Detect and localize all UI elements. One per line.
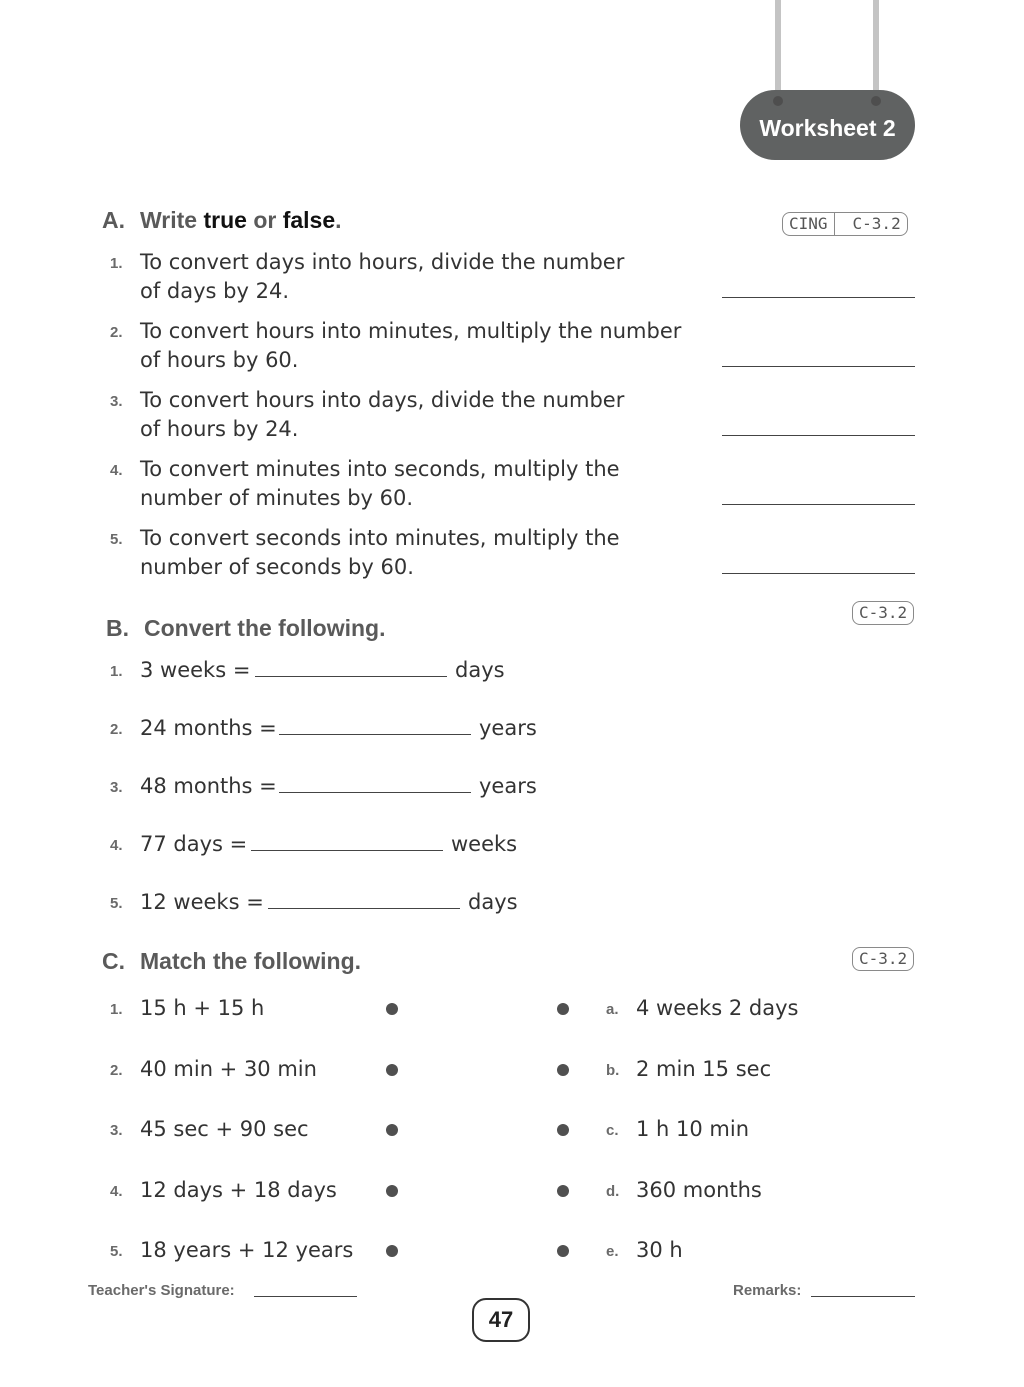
statement-line-2: of days by 24. <box>140 279 289 303</box>
item-number: 1. <box>110 1001 123 1018</box>
match-right-text: 2 min 15 sec <box>636 1057 772 1081</box>
tag-hole-left <box>773 96 783 106</box>
statement-line-1: To convert days into hours, divide the number <box>140 250 625 274</box>
skill-badge-c: C-3.2 <box>852 947 914 971</box>
answer-blank[interactable] <box>722 297 915 298</box>
remarks-line[interactable] <box>811 1296 915 1297</box>
statement-line-1: To convert seconds into minutes, multiply the <box>140 526 620 550</box>
match-left-dot[interactable] <box>386 1245 398 1257</box>
conversion-expression: 77 days = <box>140 832 248 856</box>
statement-line-1: To convert minutes into seconds, multiply the <box>140 457 620 481</box>
answer-blank[interactable] <box>255 676 447 677</box>
conversion-expression: 24 months = <box>140 716 277 740</box>
item-number: 3. <box>110 779 123 796</box>
answer-blank[interactable] <box>722 435 915 436</box>
item-number: 5. <box>110 531 123 548</box>
answer-blank[interactable] <box>279 734 471 735</box>
answer-blank[interactable] <box>722 366 915 367</box>
unit-label: weeks <box>451 832 518 856</box>
conversion-expression: 48 months = <box>140 774 277 798</box>
answer-blank[interactable] <box>722 504 915 505</box>
item-number: 4. <box>110 837 123 854</box>
answer-blank[interactable] <box>251 850 443 851</box>
unit-label: days <box>468 890 518 914</box>
statement-line-1: To convert hours into days, divide the number <box>140 388 625 412</box>
match-left-text: 15 h + 15 h <box>140 996 265 1020</box>
item-number: 4. <box>110 462 123 479</box>
option-letter: c. <box>606 1122 619 1139</box>
match-right-text: 30 h <box>636 1238 683 1262</box>
match-right-text: 4 weeks 2 days <box>636 996 799 1020</box>
unit-label: days <box>455 658 505 682</box>
worksheet-title: Worksheet 2 <box>740 90 915 160</box>
option-letter: e. <box>606 1243 619 1260</box>
match-left-text: 12 days + 18 days <box>140 1178 337 1202</box>
match-left-text: 40 min + 30 min <box>140 1057 317 1081</box>
option-letter: a. <box>606 1001 619 1018</box>
page-number: 47 <box>472 1298 530 1342</box>
teacher-signature-label: Teacher's Signature: <box>88 1282 235 1299</box>
item-number: 1. <box>110 663 123 680</box>
section-b-heading: B. Convert the following. <box>106 615 386 641</box>
item-number: 2. <box>110 324 123 341</box>
match-right-dot[interactable] <box>557 1003 569 1015</box>
statement-line-2: of hours by 60. <box>140 348 299 372</box>
tag-string-right <box>873 0 879 96</box>
match-left-dot[interactable] <box>386 1124 398 1136</box>
option-letter: b. <box>606 1062 620 1079</box>
statement-line-2: number of minutes by 60. <box>140 486 414 510</box>
match-right-dot[interactable] <box>557 1124 569 1136</box>
match-left-text: 45 sec + 90 sec <box>140 1117 309 1141</box>
item-number: 3. <box>110 393 123 410</box>
option-letter: d. <box>606 1183 620 1200</box>
section-a-heading: A. Write true or false. <box>102 207 342 233</box>
match-left-dot[interactable] <box>386 1003 398 1015</box>
tag-string-left <box>775 0 781 96</box>
unit-label: years <box>479 774 537 798</box>
match-left-dot[interactable] <box>386 1064 398 1076</box>
match-left-dot[interactable] <box>386 1185 398 1197</box>
skill-badge-a: CING C-3.2 <box>782 212 908 236</box>
section-c-heading: C. Match the following. <box>102 948 362 974</box>
answer-blank[interactable] <box>268 908 460 909</box>
tag-hole-right <box>871 96 881 106</box>
item-number: 1. <box>110 255 123 272</box>
item-number: 3. <box>110 1122 123 1139</box>
section-letter: A. <box>102 207 125 233</box>
conversion-expression: 3 weeks = <box>140 658 251 682</box>
match-right-dot[interactable] <box>557 1064 569 1076</box>
item-number: 2. <box>110 721 123 738</box>
item-number: 4. <box>110 1183 123 1200</box>
item-number: 5. <box>110 895 123 912</box>
match-right-text: 1 h 10 min <box>636 1117 750 1141</box>
conversion-expression: 12 weeks = <box>140 890 264 914</box>
item-number: 2. <box>110 1062 123 1079</box>
answer-blank[interactable] <box>722 573 915 574</box>
match-left-text: 18 years + 12 years <box>140 1238 354 1262</box>
statement-line-1: To convert hours into minutes, multiply the number <box>140 319 682 343</box>
statement-line-2: number of seconds by 60. <box>140 555 414 579</box>
remarks-label: Remarks: <box>733 1282 802 1299</box>
match-right-dot[interactable] <box>557 1245 569 1257</box>
answer-blank[interactable] <box>279 792 471 793</box>
item-number: 5. <box>110 1243 123 1260</box>
statement-line-2: of hours by 24. <box>140 417 299 441</box>
skill-badge-b: C-3.2 <box>852 601 914 625</box>
match-right-text: 360 months <box>636 1178 762 1202</box>
teacher-signature-line[interactable] <box>254 1296 357 1297</box>
match-right-dot[interactable] <box>557 1185 569 1197</box>
unit-label: years <box>479 716 537 740</box>
